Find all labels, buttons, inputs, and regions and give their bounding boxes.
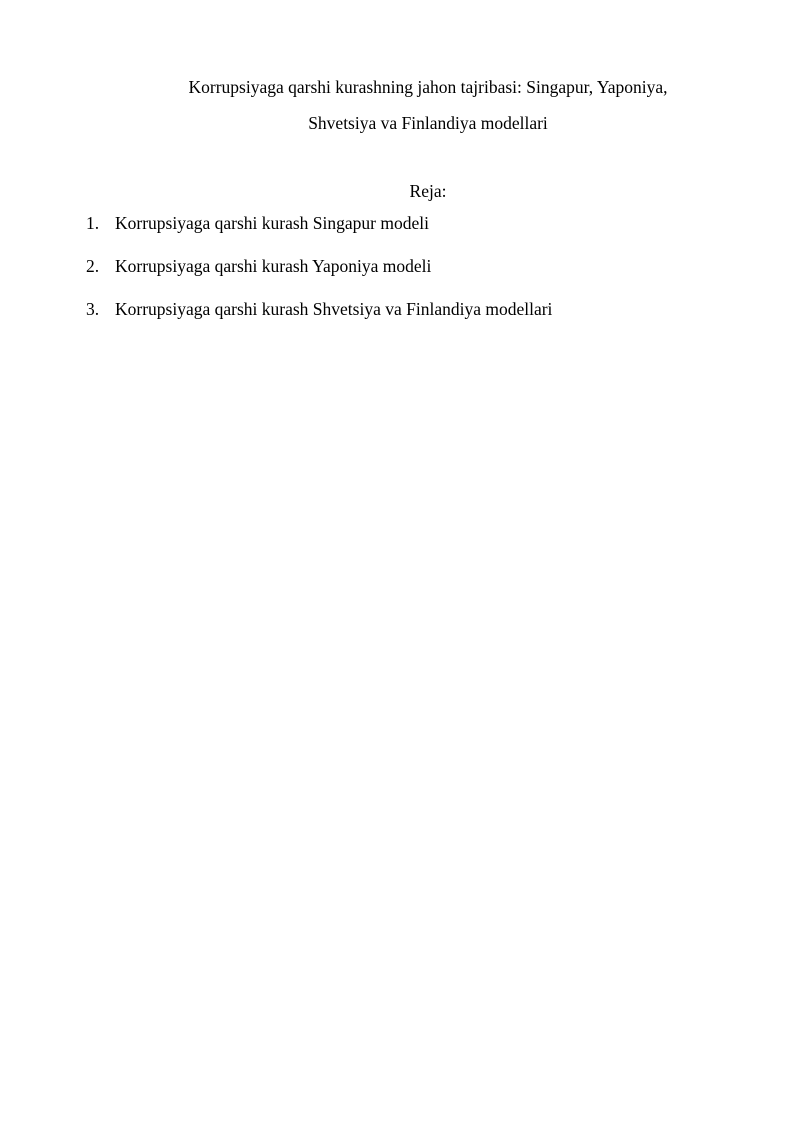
document-title-line-1: Korrupsiyaga qarshi kurashning jahon tajribasi: Singapur, Yaponiya,	[188, 77, 668, 97]
plan-item-1	[86, 213, 552, 256]
plan-item-number: 2.	[86, 256, 100, 276]
plan-item-text: Korrupsiyaga qarshi kurash Yaponiya modeli	[115, 256, 432, 276]
plan-item-number: 3.	[86, 299, 100, 319]
plan-item-3	[86, 299, 552, 342]
plan-heading: Reja:	[409, 181, 447, 201]
plan-item-2	[86, 256, 552, 299]
plan-item-text: Korrupsiyaga qarshi kurash Shvetsiya va Finlandiya modellari	[115, 299, 553, 319]
plan-item-number: 1.	[86, 213, 100, 233]
plan-item-text: Korrupsiyaga qarshi kurash Singapur modeli	[115, 213, 429, 233]
document-title-line-2: Shvetsiya va Finlandiya modellari	[308, 113, 548, 133]
plan-list	[86, 213, 552, 342]
